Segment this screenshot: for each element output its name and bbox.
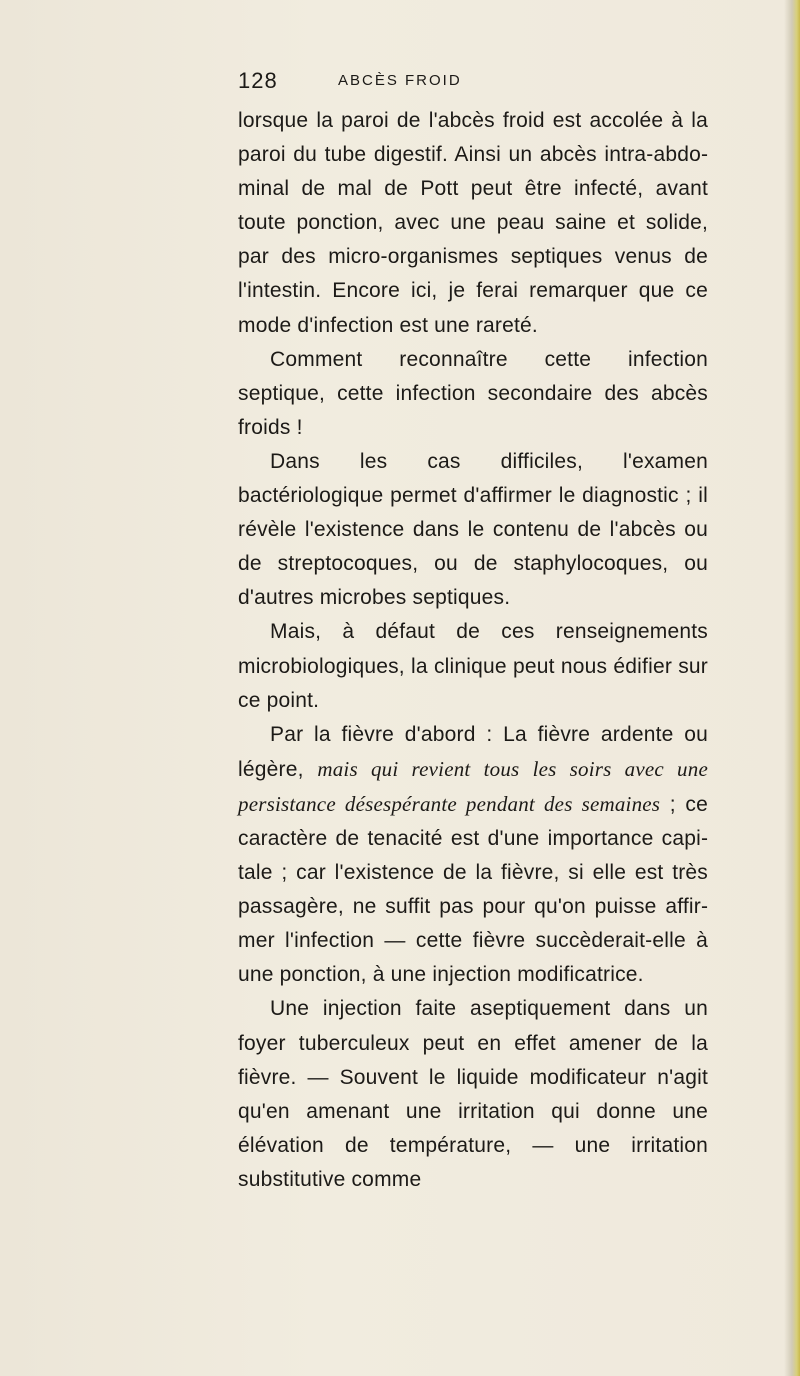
running-head: ABCÈS FROID (338, 72, 462, 89)
body-text (238, 104, 708, 1197)
paragraph-5-italic: mais qui revient tous les soirs avec une persistance désespérante pendant des semaines (238, 756, 708, 816)
paragraph-4: Mais, à défaut de ces renseignements microbiologiques, la clinique peut nous édifier sur ce point. (238, 620, 708, 712)
paragraph-6: Une injection faite aseptiquement dans un foyer tuberculeux peut en effet amener de la fièvre. — Souvent le liquide modificateur n'agit qu'en amenant une irritation qui donne une élévation de température, — une irritation substitutive comme (238, 997, 708, 1191)
paragraph-1: lorsque la paroi de l'abcès froid est accolée à la paroi du tube digestif. Ainsi un abcès intra-abdominal de mal de Pott peut être infecté, avant toute ponction, avec une peau saine et solide, par des micro-organismes septiques venus de l'intestin. Encore ici, je ferai remarquer que ce mode d'infection est une rareté. (238, 109, 708, 337)
paragraph-3: Dans les cas difficiles, l'examen bactériologique permet d'affirmer le diagnostic ; il révèle l'existence dans le contenu de l'abcès ou de streptocoques, ou de staphylocoques, ou d'autres microbes septiques. (238, 449, 708, 610)
paragraph-5-start: Par la fièvre d'abord : La fièvre ardente ou légère, (238, 722, 708, 781)
page-edge (784, 0, 800, 1376)
page-header (238, 68, 708, 98)
paragraph-5-end: ; ce caractère de tenacité est d'une importance capitale ; car l'existence de la fièvre, si elle est très passagère, ne suffit pas pour qu'on puisse affirmer l'infection — cette fièvre succèderait-elle à une ponction, à une injection modificatrice. (238, 792, 709, 987)
paragraph-2: Comment reconnaître cette infection septique, cette infection secondaire des abcès froids ! (238, 347, 708, 439)
paragraph-5 (238, 718, 708, 993)
page-number: 128 (238, 68, 278, 93)
